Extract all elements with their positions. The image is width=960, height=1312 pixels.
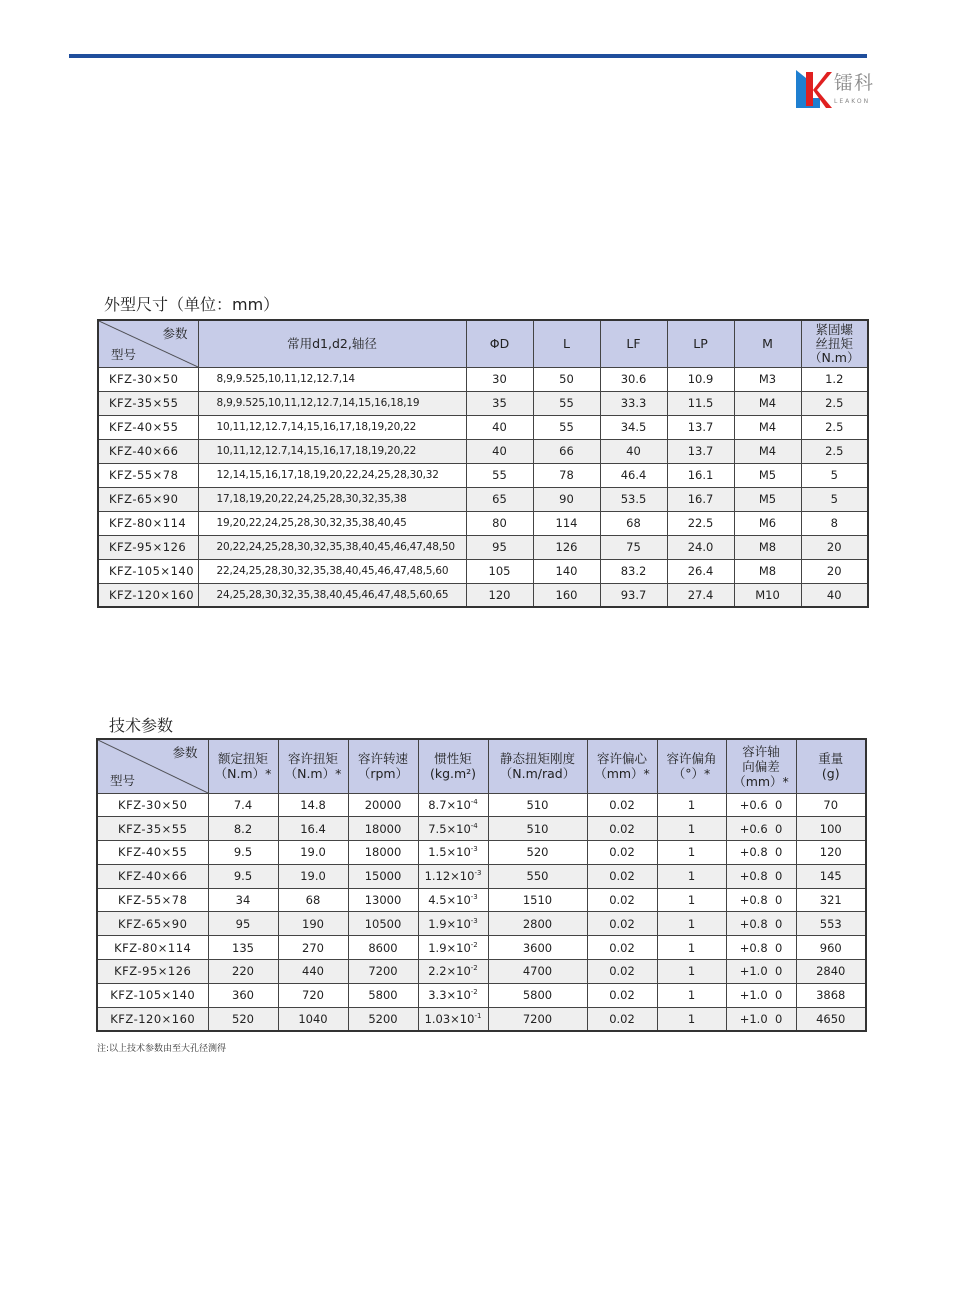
cell-ang: 1 bbox=[657, 864, 726, 888]
inertia-base: 1.12×10 bbox=[424, 869, 475, 884]
inertia-exponent: -3 bbox=[470, 893, 478, 902]
table-row bbox=[98, 559, 868, 583]
inertia-base: 1.9×10 bbox=[428, 940, 471, 955]
cell-lf: 53.5 bbox=[600, 487, 667, 511]
cell-axial: +1.0 0 bbox=[726, 1007, 796, 1031]
cell-axial: +0.8 0 bbox=[726, 864, 796, 888]
cell-bore: 8,9,9.525,10,11,12,12.7,14,15,16,18,19 bbox=[198, 391, 466, 415]
cell-ang: 1 bbox=[657, 888, 726, 912]
cell-torque: 20 bbox=[801, 535, 868, 559]
cell-model: KFZ-120×160 bbox=[97, 1007, 208, 1031]
header-line: 容许偏心 bbox=[596, 751, 647, 767]
cell-inertia bbox=[418, 960, 488, 984]
cell-weight: 3868 bbox=[796, 983, 866, 1007]
inertia-exponent: -4 bbox=[470, 821, 478, 830]
table-row bbox=[98, 583, 868, 607]
inertia-base: 1.03×10 bbox=[424, 1011, 475, 1026]
cell-model: KFZ-30×50 bbox=[98, 367, 198, 391]
cell-model: KFZ-35×55 bbox=[98, 391, 198, 415]
cell-weight: 120 bbox=[796, 841, 866, 865]
cell-lf: 40 bbox=[600, 439, 667, 463]
cell-allow: 19.0 bbox=[278, 841, 348, 865]
corner-model-label: 型号 bbox=[111, 346, 137, 362]
header-row bbox=[98, 320, 868, 367]
header-d: ΦD bbox=[466, 320, 533, 367]
cell-stiff: 2800 bbox=[488, 912, 587, 936]
cell-rated: 9.5 bbox=[208, 864, 278, 888]
cell-rated: 360 bbox=[208, 983, 278, 1007]
header-line: （mm）* bbox=[594, 766, 650, 782]
cell-model: KFZ-65×90 bbox=[97, 912, 208, 936]
brand-logo bbox=[794, 68, 874, 110]
footnote: 注:以上技术参数由至大孔径测得 bbox=[97, 1044, 227, 1054]
table-row bbox=[97, 793, 866, 817]
technical-table bbox=[96, 738, 867, 1032]
cell-l: 55 bbox=[533, 391, 600, 415]
header-line: （N.m/rad） bbox=[499, 766, 576, 782]
header-line: 容许轴 bbox=[742, 743, 780, 759]
cell-lp: 24.0 bbox=[667, 535, 734, 559]
cell-m: M6 bbox=[734, 511, 801, 535]
cell-torque: 2.5 bbox=[801, 415, 868, 439]
cell-torque: 8 bbox=[801, 511, 868, 535]
cell-torque: 1.2 bbox=[801, 367, 868, 391]
cell-inertia bbox=[418, 983, 488, 1007]
cell-ecc: 0.02 bbox=[587, 864, 657, 888]
cell-lp: 13.7 bbox=[667, 415, 734, 439]
cell-rpm: 5200 bbox=[348, 1007, 418, 1031]
cell-inertia bbox=[418, 888, 488, 912]
technical-title: 技术参数 bbox=[109, 716, 174, 735]
cell-torque: 2.5 bbox=[801, 439, 868, 463]
cell-ecc: 0.02 bbox=[587, 936, 657, 960]
cell-l: 126 bbox=[533, 535, 600, 559]
cell-weight: 553 bbox=[796, 912, 866, 936]
cell-lp: 10.9 bbox=[667, 367, 734, 391]
cell-m: M8 bbox=[734, 535, 801, 559]
cell-stiff: 510 bbox=[488, 817, 587, 841]
cell-allow: 720 bbox=[278, 983, 348, 1007]
header-line: 容许转速 bbox=[357, 751, 408, 767]
cell-axial: +1.0 0 bbox=[726, 983, 796, 1007]
cell-model: KFZ-55×78 bbox=[98, 463, 198, 487]
cell-lp: 26.4 bbox=[667, 559, 734, 583]
header-inertia bbox=[418, 739, 488, 793]
table-row bbox=[98, 439, 868, 463]
cell-allow: 1040 bbox=[278, 1007, 348, 1031]
cell-axial: +0.6 0 bbox=[726, 817, 796, 841]
cell-model: KFZ-40×66 bbox=[98, 439, 198, 463]
cell-lp: 22.5 bbox=[667, 511, 734, 535]
cell-model: KFZ-40×66 bbox=[97, 864, 208, 888]
cell-torque: 5 bbox=[801, 487, 868, 511]
header-line: (g) bbox=[821, 766, 840, 782]
cell-d: 80 bbox=[466, 511, 533, 535]
inertia-exponent: -1 bbox=[474, 1011, 482, 1020]
cell-model: KFZ-55×78 bbox=[97, 888, 208, 912]
header-torque-line: 丝扭矩 bbox=[815, 335, 853, 351]
cell-axial: +0.6 0 bbox=[726, 793, 796, 817]
cell-rpm: 8600 bbox=[348, 936, 418, 960]
cell-rated: 9.5 bbox=[208, 841, 278, 865]
cell-m: M4 bbox=[734, 391, 801, 415]
cell-lp: 11.5 bbox=[667, 391, 734, 415]
cell-weight: 145 bbox=[796, 864, 866, 888]
header-static-stiffness bbox=[488, 739, 587, 793]
cell-torque: 40 bbox=[801, 583, 868, 607]
cell-bore: 12,14,15,16,17,18,19,20,22,24,25,28,30,32 bbox=[198, 463, 466, 487]
cell-lf: 68 bbox=[600, 511, 667, 535]
cell-ang: 1 bbox=[657, 841, 726, 865]
cell-ang: 1 bbox=[657, 983, 726, 1007]
cell-model: KFZ-105×140 bbox=[97, 983, 208, 1007]
cell-d: 95 bbox=[466, 535, 533, 559]
cell-ang: 1 bbox=[657, 936, 726, 960]
cell-allow: 270 bbox=[278, 936, 348, 960]
cell-lf: 46.4 bbox=[600, 463, 667, 487]
cell-weight: 70 bbox=[796, 793, 866, 817]
cell-lf: 33.3 bbox=[600, 391, 667, 415]
cell-inertia bbox=[418, 864, 488, 888]
cell-weight: 100 bbox=[796, 817, 866, 841]
table-row bbox=[97, 841, 866, 865]
cell-bore: 20,22,24,25,28,30,32,35,38,40,45,46,47,48,50 bbox=[198, 535, 466, 559]
table-row bbox=[97, 1007, 866, 1031]
cell-rpm: 20000 bbox=[348, 793, 418, 817]
header-rated-torque bbox=[208, 739, 278, 793]
cell-ecc: 0.02 bbox=[587, 841, 657, 865]
cell-stiff: 550 bbox=[488, 864, 587, 888]
header-line: 静态扭矩刚度 bbox=[499, 751, 575, 767]
cell-l: 78 bbox=[533, 463, 600, 487]
cell-rpm: 5800 bbox=[348, 983, 418, 1007]
brand-name-en: LEAKON bbox=[834, 98, 871, 105]
table-row bbox=[97, 983, 866, 1007]
cell-ecc: 0.02 bbox=[587, 960, 657, 984]
cell-l: 90 bbox=[533, 487, 600, 511]
cell-ang: 1 bbox=[657, 793, 726, 817]
header-line: （°）* bbox=[672, 766, 711, 782]
table-row bbox=[98, 511, 868, 535]
cell-ecc: 0.02 bbox=[587, 817, 657, 841]
cell-rated: 520 bbox=[208, 1007, 278, 1031]
cell-ang: 1 bbox=[657, 1007, 726, 1031]
cell-d: 40 bbox=[466, 415, 533, 439]
cell-rated: 135 bbox=[208, 936, 278, 960]
cell-allow: 190 bbox=[278, 912, 348, 936]
inertia-exponent: -4 bbox=[470, 797, 478, 806]
cell-rated: 8.2 bbox=[208, 817, 278, 841]
inertia-base: 8.7×10 bbox=[428, 797, 471, 812]
cell-stiff: 510 bbox=[488, 793, 587, 817]
brand-name-cn: 镭科 bbox=[834, 72, 875, 94]
cell-m: M8 bbox=[734, 559, 801, 583]
cell-model: KFZ-40×55 bbox=[98, 415, 198, 439]
cell-model: KFZ-95×126 bbox=[98, 535, 198, 559]
cell-m: M4 bbox=[734, 439, 801, 463]
table-row bbox=[97, 888, 866, 912]
cell-allow: 16.4 bbox=[278, 817, 348, 841]
corner-header bbox=[98, 320, 198, 367]
inertia-base: 3.3×10 bbox=[428, 988, 471, 1003]
cell-l: 140 bbox=[533, 559, 600, 583]
cell-ecc: 0.02 bbox=[587, 1007, 657, 1031]
cell-weight: 960 bbox=[796, 936, 866, 960]
table-row bbox=[97, 912, 866, 936]
cell-axial: +0.8 0 bbox=[726, 888, 796, 912]
header-allow-speed bbox=[348, 739, 418, 793]
header-torque-line: 紧固螺 bbox=[815, 321, 853, 337]
cell-torque: 2.5 bbox=[801, 391, 868, 415]
header-line: 惯性矩 bbox=[434, 751, 472, 767]
cell-m: M3 bbox=[734, 367, 801, 391]
cell-rpm: 13000 bbox=[348, 888, 418, 912]
cell-d: 30 bbox=[466, 367, 533, 391]
cell-weight: 2840 bbox=[796, 960, 866, 984]
cell-l: 160 bbox=[533, 583, 600, 607]
table-row bbox=[98, 487, 868, 511]
table-row bbox=[98, 391, 868, 415]
cell-lf: 83.2 bbox=[600, 559, 667, 583]
cell-model: KFZ-40×55 bbox=[97, 841, 208, 865]
cell-lp: 16.1 bbox=[667, 463, 734, 487]
cell-rated: 34 bbox=[208, 888, 278, 912]
inertia-base: 2.2×10 bbox=[428, 964, 471, 979]
cell-rpm: 7200 bbox=[348, 960, 418, 984]
cell-rpm: 18000 bbox=[348, 841, 418, 865]
cell-l: 55 bbox=[533, 415, 600, 439]
cell-lp: 27.4 bbox=[667, 583, 734, 607]
cell-ecc: 0.02 bbox=[587, 912, 657, 936]
header-weight bbox=[796, 739, 866, 793]
header-line: （rpm） bbox=[357, 766, 409, 782]
table-row bbox=[98, 415, 868, 439]
cell-stiff: 1510 bbox=[488, 888, 587, 912]
header-torque bbox=[801, 320, 868, 367]
cell-axial: +1.0 0 bbox=[726, 960, 796, 984]
cell-m: M5 bbox=[734, 463, 801, 487]
cell-torque: 5 bbox=[801, 463, 868, 487]
cell-axial: +0.8 0 bbox=[726, 936, 796, 960]
header-torque-line: （N.m） bbox=[808, 349, 860, 365]
cell-lp: 16.7 bbox=[667, 487, 734, 511]
cell-l: 66 bbox=[533, 439, 600, 463]
cell-torque: 20 bbox=[801, 559, 868, 583]
table-row bbox=[97, 936, 866, 960]
cell-model: KFZ-95×126 bbox=[97, 960, 208, 984]
cell-model: KFZ-35×55 bbox=[97, 817, 208, 841]
cell-inertia bbox=[418, 936, 488, 960]
inertia-exponent: -3 bbox=[470, 916, 478, 925]
cell-rated: 95 bbox=[208, 912, 278, 936]
cell-model: KFZ-65×90 bbox=[98, 487, 198, 511]
cell-bore: 24,25,28,30,32,35,38,40,45,46,47,48,5,60,65 bbox=[198, 583, 466, 607]
inertia-exponent: -2 bbox=[470, 988, 478, 997]
cell-lf: 93.7 bbox=[600, 583, 667, 607]
cell-bore: 10,11,12,12.7,14,15,16,17,18,19,20,22 bbox=[198, 415, 466, 439]
inertia-exponent: -2 bbox=[470, 940, 478, 949]
cell-rpm: 10500 bbox=[348, 912, 418, 936]
cell-d: 105 bbox=[466, 559, 533, 583]
cell-allow: 68 bbox=[278, 888, 348, 912]
cell-inertia bbox=[418, 841, 488, 865]
cell-inertia bbox=[418, 817, 488, 841]
cell-model: KFZ-105×140 bbox=[98, 559, 198, 583]
header-line: （mm）* bbox=[733, 773, 789, 789]
header-line: 容许扭矩 bbox=[287, 751, 338, 767]
inertia-exponent: -3 bbox=[470, 845, 478, 854]
header-line: （N.m）* bbox=[284, 766, 342, 782]
cell-m: M5 bbox=[734, 487, 801, 511]
cell-bore: 17,18,19,20,22,24,25,28,30,32,35,38 bbox=[198, 487, 466, 511]
header-line: 额定扭矩 bbox=[217, 751, 268, 767]
cell-m: M4 bbox=[734, 415, 801, 439]
cell-d: 65 bbox=[466, 487, 533, 511]
header-lf: LF bbox=[600, 320, 667, 367]
inertia-base: 4.5×10 bbox=[428, 893, 471, 908]
cell-allow: 440 bbox=[278, 960, 348, 984]
cell-d: 35 bbox=[466, 391, 533, 415]
header-line: 容许偏角 bbox=[666, 751, 717, 767]
header-l: L bbox=[533, 320, 600, 367]
table-row bbox=[97, 864, 866, 888]
cell-ecc: 0.02 bbox=[587, 888, 657, 912]
cell-axial: +0.8 0 bbox=[726, 912, 796, 936]
header-allow-torque bbox=[278, 739, 348, 793]
cell-model: KFZ-80×114 bbox=[98, 511, 198, 535]
dimensions-title: 外型尺寸（单位：mm） bbox=[104, 295, 280, 314]
cell-m: M10 bbox=[734, 583, 801, 607]
inertia-base: 1.9×10 bbox=[428, 916, 471, 931]
header-row bbox=[97, 739, 866, 793]
cell-l: 50 bbox=[533, 367, 600, 391]
cell-weight: 4650 bbox=[796, 1007, 866, 1031]
header-allow-axial bbox=[726, 739, 796, 793]
cell-bore: 19,20,22,24,25,28,30,32,35,38,40,45 bbox=[198, 511, 466, 535]
cell-rated: 7.4 bbox=[208, 793, 278, 817]
cell-ecc: 0.02 bbox=[587, 793, 657, 817]
cell-model: KFZ-120×160 bbox=[98, 583, 198, 607]
header-lp: LP bbox=[667, 320, 734, 367]
cell-lf: 30.6 bbox=[600, 367, 667, 391]
cell-stiff: 4700 bbox=[488, 960, 587, 984]
table-row bbox=[97, 817, 866, 841]
corner-header bbox=[97, 739, 208, 793]
cell-allow: 14.8 bbox=[278, 793, 348, 817]
cell-inertia bbox=[418, 793, 488, 817]
cell-lf: 34.5 bbox=[600, 415, 667, 439]
cell-bore: 22,24,25,28,30,32,35,38,40,45,46,47,48,5,60 bbox=[198, 559, 466, 583]
corner-param-label: 参数 bbox=[172, 745, 198, 760]
cell-ang: 1 bbox=[657, 960, 726, 984]
header-m: M bbox=[734, 320, 801, 367]
cell-stiff: 3600 bbox=[488, 936, 587, 960]
inertia-base: 7.5×10 bbox=[428, 821, 471, 836]
header-bore: 常用d1,d2,轴径 bbox=[198, 320, 466, 367]
dimensions-table bbox=[97, 319, 869, 608]
cell-inertia bbox=[418, 912, 488, 936]
cell-model: KFZ-30×50 bbox=[97, 793, 208, 817]
cell-stiff: 7200 bbox=[488, 1007, 587, 1031]
cell-stiff: 5800 bbox=[488, 983, 587, 1007]
table-row bbox=[97, 960, 866, 984]
cell-d: 55 bbox=[466, 463, 533, 487]
cell-lp: 13.7 bbox=[667, 439, 734, 463]
cell-weight: 321 bbox=[796, 888, 866, 912]
cell-rpm: 18000 bbox=[348, 817, 418, 841]
header-line: （N.m）* bbox=[214, 766, 272, 782]
inertia-exponent: -3 bbox=[474, 869, 482, 878]
cell-model: KFZ-80×114 bbox=[97, 936, 208, 960]
cell-bore: 10,11,12,12.7,14,15,16,17,18,19,20,22 bbox=[198, 439, 466, 463]
cell-allow: 19.0 bbox=[278, 864, 348, 888]
corner-param-label: 参数 bbox=[162, 326, 188, 341]
cell-d: 40 bbox=[466, 439, 533, 463]
inertia-base: 1.5×10 bbox=[428, 845, 471, 860]
header-rule bbox=[69, 54, 867, 58]
header-line: 向偏差 bbox=[742, 758, 780, 774]
cell-l: 114 bbox=[533, 511, 600, 535]
cell-bore: 8,9,9.525,10,11,12,12.7,14 bbox=[198, 367, 466, 391]
header-allow-angle bbox=[657, 739, 726, 793]
cell-ecc: 0.02 bbox=[587, 983, 657, 1007]
table-row bbox=[98, 535, 868, 559]
table-row bbox=[98, 367, 868, 391]
cell-inertia bbox=[418, 1007, 488, 1031]
header-allow-eccentricity bbox=[587, 739, 657, 793]
cell-ang: 1 bbox=[657, 912, 726, 936]
leakon-logo-icon bbox=[794, 68, 834, 110]
cell-ang: 1 bbox=[657, 817, 726, 841]
cell-lf: 75 bbox=[600, 535, 667, 559]
inertia-exponent: -2 bbox=[470, 964, 478, 973]
corner-model-label: 型号 bbox=[110, 772, 136, 788]
cell-rated: 220 bbox=[208, 960, 278, 984]
table-row bbox=[98, 463, 868, 487]
cell-rpm: 15000 bbox=[348, 864, 418, 888]
cell-d: 120 bbox=[466, 583, 533, 607]
header-line: (kg.m²) bbox=[429, 766, 477, 782]
cell-axial: +0.8 0 bbox=[726, 841, 796, 865]
cell-stiff: 520 bbox=[488, 841, 587, 865]
header-line: 重量 bbox=[818, 751, 844, 767]
